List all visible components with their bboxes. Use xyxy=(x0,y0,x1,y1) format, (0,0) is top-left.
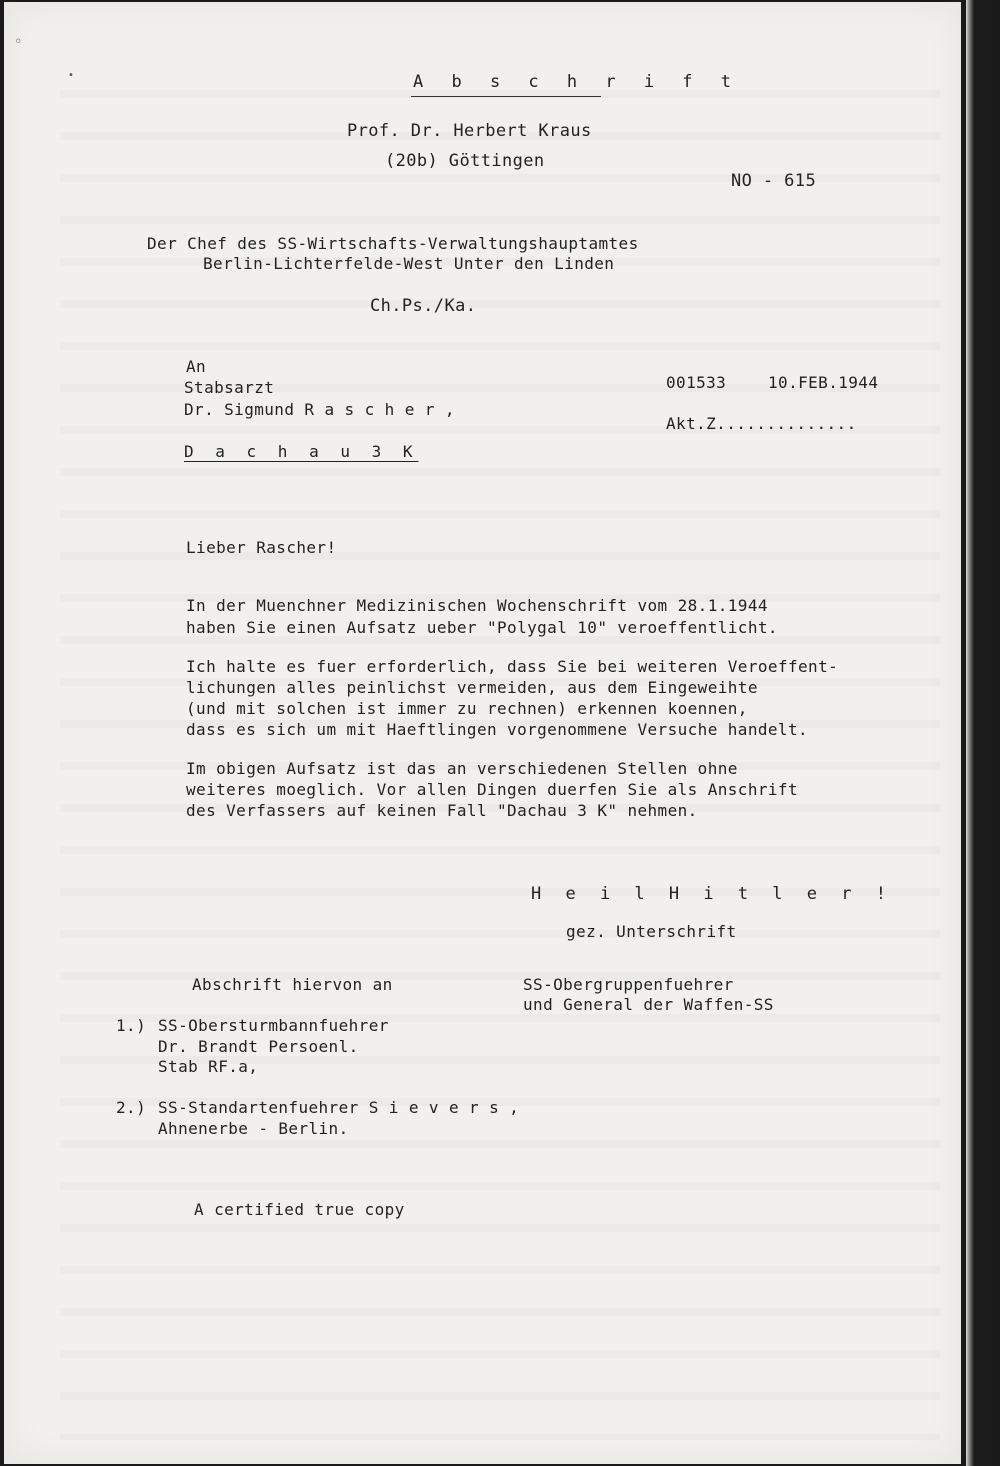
addressee-title: Stabsarzt xyxy=(184,378,275,397)
certification-note: A certified true copy xyxy=(194,1200,405,1219)
akt-z-field: Akt.Z.............. xyxy=(666,414,857,433)
body-line: dass es sich um mit Haeftlingen vorgenommene Versuche handelt. xyxy=(186,720,809,739)
letter-date: 10.FEB.1944 xyxy=(768,373,879,392)
body-line: weiteres moeglich. Vor allen Dingen duerfen Sie als Anschrift xyxy=(186,780,799,799)
recipient-2-line-2: Ahnenerbe - Berlin. xyxy=(158,1119,349,1138)
recipient-1-line-3: Stab RF.a, xyxy=(158,1057,259,1076)
heading-abschrift: A b s c h r i f t xyxy=(413,72,740,92)
body-line: In der Muenchner Medizinischen Wochenschrift vom 28.1.1944 xyxy=(186,596,768,615)
sender-name: Prof. Dr. Herbert Kraus xyxy=(347,121,592,141)
copy-to-label: Abschrift hiervon an xyxy=(192,975,393,994)
rank-line-2: und General der Waffen-SS xyxy=(523,995,774,1014)
punch-mark: ◦ xyxy=(14,34,23,50)
body-line: (und mit solchen ist immer zu rechnen) erkennen koennen, xyxy=(186,699,748,718)
file-number: 001533 xyxy=(666,373,727,392)
recipient-1-number: 1.) xyxy=(116,1016,147,1035)
addressee-an: An xyxy=(186,357,207,376)
recipient-1-line-1: SS-Obersturmbannfuehrer xyxy=(158,1016,389,1035)
organization-line-2: Berlin-Lichterfelde-West Unter den Linden xyxy=(203,254,615,273)
salutation: Lieber Rascher! xyxy=(186,538,337,557)
body-line: lichungen alles peinlichst vermeiden, aus dem Eingeweihte xyxy=(186,678,758,697)
body-line: haben Sie einen Aufsatz ueber "Polygal 10" veroeffentlicht. xyxy=(186,618,778,637)
closing-greeting: H e i l H i t l e r ! xyxy=(531,884,893,904)
recipient-2-number: 2.) xyxy=(116,1098,147,1117)
recipient-2-line-1: SS-Standartenfuehrer S i e v e r s , xyxy=(158,1098,520,1117)
page-edge xyxy=(966,0,1000,1466)
rank-line-1: SS-Obergruppenfuehrer xyxy=(523,975,734,994)
body-line: des Verfassers auf keinen Fall "Dachau 3 K" nehmen. xyxy=(186,801,698,820)
organization-line-1: Der Chef des SS-Wirtschafts-Verwaltungshauptamtes xyxy=(147,234,639,253)
body-line: Ich halte es fuer erforderlich, dass Sie bei weiteren Veroeffent- xyxy=(186,657,839,676)
sender-city: (20b) Göttingen xyxy=(385,151,545,171)
dot-mark: • xyxy=(68,70,75,81)
addressee-name: Dr. Sigmund R a s c h e r , xyxy=(184,400,455,419)
heading-underline xyxy=(411,96,601,97)
reference-code: Ch.Ps./Ka. xyxy=(370,296,477,316)
body-line: Im obigen Aufsatz ist das an verschiedenen Stellen ohne xyxy=(186,759,738,778)
recipient-1-line-2: Dr. Brandt Persoenl. xyxy=(158,1037,359,1056)
addressee-place: D a c h a u 3 K xyxy=(184,442,419,461)
document-number: NO - 615 xyxy=(731,171,817,191)
signature: gez. Unterschrift xyxy=(566,922,737,941)
